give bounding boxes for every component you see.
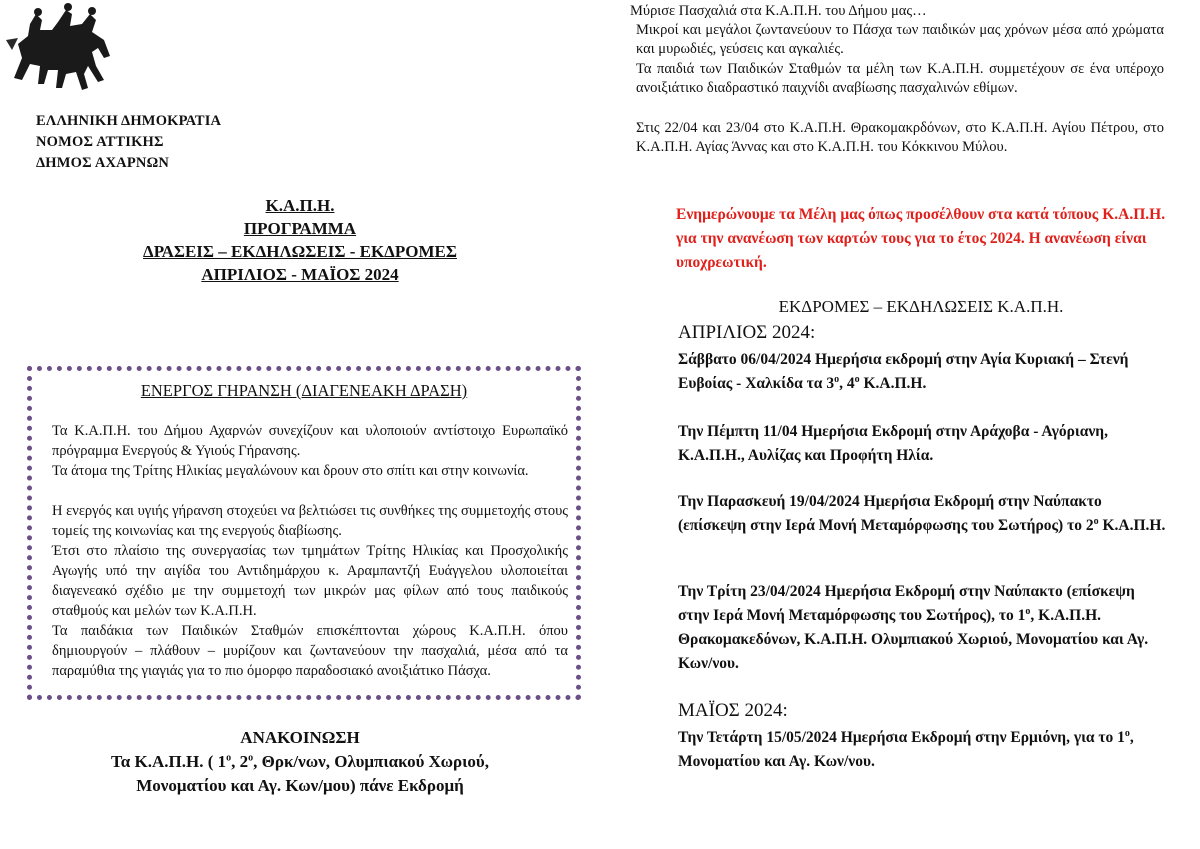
- easter-paragraph-2: Τα παιδιά των Παιδικών Σταθμών τα μέλη των Κ.Α.Π.Η. συμμετέχουν σε ένα υπέροχο ανοιξιάτικο διαδραστικό παιχνίδι αναβίωσης πασχαλινών εθίμων.: [636, 61, 1164, 96]
- active-aging-paragraph-5: Τα παιδάκια των Παιδικών Σταθμών επισκέπτονται χώρους Κ.Α.Π.Η. όπου δημιουργούν – πλάθουν – μυρίζουν και ζωντανεύουν την πασχαλιά, μέσα από τα παραμύθια της γιαγιάς για το πιο όμορφο παραδοσιακό ανοιξιάτικο Πάσχα.: [52, 623, 568, 679]
- trip-item: Την Παρασκευή 19/04/2024 Ημερήσια Εκδρομή στην Ναύπακτο (επίσκεψη στην Ιερά Μονή Μεταμόρφωσης του Σωτήρος) το $2^o$ Κ.Α.Π.Η.: [678, 493, 1166, 534]
- active-aging-paragraph-3: Η ενεργός και υγιής γήρανση στοχεύει να βελτιώσει τις συνθήκες της συμμετοχής στους τομείς της κοινωνίας και της ενεργούς διαβίωσης.: [52, 503, 568, 539]
- excursions-heading: ΕΚΔΡΟΜΕΣ – ΕΚΔΗΛΩΣΕΙΣ Κ.Α.Π.Η.: [778, 297, 1064, 316]
- trip-item: Την Πέμπτη 11/04 Ημερήσια Εκδρομή στην Αράχοβα - Αγόριανη, Κ.Α.Π.Η., Αυλίζας και Προφήτη Ηλία.: [678, 423, 1108, 464]
- trip-item: Την Τετάρτη 15/05/2024 Ημερήσια Εκδρομή στην Ερμιόνη, για το $1^o$, Μονοματίου και Αγ. Κων/νου.: [678, 727, 1134, 770]
- header-prefecture: ΝΟΜΟΣ ΑΤΤΙΚΗΣ: [36, 134, 164, 150]
- announcement-line-2: Μονοματίου και Αγ. Κων/μου) πάνε Εκδρομή: [136, 776, 464, 795]
- title-period: ΑΠΡΙΛΙΟΣ - ΜΑΪΟΣ 2024: [201, 265, 399, 284]
- active-aging-box: [27, 366, 581, 700]
- announcement-heading: ΑΝΑΚΟΙΝΩΣΗ: [240, 728, 360, 747]
- header-country: ΕΛΛΗΝΙΚΗ ΔΗΜΟΚΡΑΤΙΑ: [36, 113, 222, 129]
- trip-item: Σάββατο 06/04/2024 Ημερήσια εκδρομή στην Αγία Κυριακή – Στενή Ευβοίας - Χαλκίδα τα $3^o$, $4^o$ Κ.Α.Π.Η.: [678, 351, 1129, 392]
- active-aging-paragraph-1: Τα Κ.Α.Π.Η. του Δήμου Αχαρνών συνεχίζουν και υλοποιούν αντίστοιχο Ευρωπαϊκό πρόγραμμα Ενεργούς & Υγιούς Γήρανσης.: [52, 423, 568, 459]
- easter-paragraph-3: Στις 22/04 και 23/04 στο Κ.Α.Π.Η. Θρακομακρδόνων, στο Κ.Α.Π.Η. Αγίου Πέτρου, στο Κ.Α.Π.Η. Αγίας Άννας και στο Κ.Α.Π.Η. του Κόκκινου Μύλου.: [636, 120, 1164, 155]
- title-kapi: Κ.Α.Π.Η.: [265, 196, 335, 215]
- easter-paragraph-1: Μικροί και μεγάλοι ζωντανεύουν το Πάσχα των παιδικών μας χρόνων μέσα από χρώματα και μυρωδιές, γεύσεις και αγκαλιές.: [636, 22, 1164, 57]
- active-aging-title: ΕΝΕΡΓΟΣ ΓΗΡΑΝΣΗ (ΔΙΑΓΕΝΕΑΚΗ ΔΡΑΣΗ): [140, 381, 468, 400]
- announcement-line-1: Τα Κ.Α.Π.Η. ( $1^o$, $2^o$, Θρκ/νων, Ολυμπιακού Χωριού,: [111, 752, 489, 771]
- may-heading: ΜΑΪΟΣ 2024:: [678, 700, 788, 721]
- horse-riders-emblem-logo: [0, 0, 120, 92]
- card-renewal-notice: Ενημερώνουμε τα Μέλη μας όπως προσέλθουν στα κατά τόπους Κ.Α.Π.Η. για την ανανέωση των καρτών τους για το έτος 2024. Η ανανέωση είναι υποχρεωτική.: [676, 206, 1166, 271]
- active-aging-paragraph-2: Τα άτομα της Τρίτης Ηλικίας μεγαλώνουν και δρουν στο σπίτι και στην κοινωνία.: [52, 463, 529, 479]
- easter-intro: Μύρισε Πασχαλιά στα Κ.Α.Π.Η. του Δήμου μας…: [630, 3, 927, 19]
- title-program: ΠΡΟΓΡΑΜΜΑ: [243, 219, 357, 238]
- header-municipality: ΔΗΜΟΣ ΑΧΑΡΝΩΝ: [36, 155, 170, 171]
- april-heading: ΑΠΡΙΛΙΟΣ 2024:: [678, 322, 816, 343]
- active-aging-paragraph-4: Έτσι στο πλαίσιο της συνεργασίας των τμημάτων Τρίτης Ηλικίας και Προσχολικής Αγωγής υπό την αιγίδα του Αντιδημάρχου κ. Αραμπαντζή Ευάγγελου υλοποιείται διαγενεακό σχέδιο με την συμμετοχή των μικρών μας φίλων από τους παιδικούς σταθμούς και μελών των Κ.Α.Π.Η.: [52, 543, 568, 619]
- trip-item: Την Τρίτη 23/04/2024 Ημερήσια Εκδρομή στην Ναύπακτο (επίσκεψη στην Ιερά Μονή Μεταμόρφωσης του Σωτήρος), το $1^o$, Κ.Α.Π.Η. Θρακομακεδόνων, Κ.Α.Π.Η. Ολυμπιακού Χωριού, Μονοματίου και Αγ. Κων/νου.: [678, 583, 1149, 672]
- title-activities: ΔΡΑΣΕΙΣ – ΕΚΔΗΛΩΣΕΙΣ - ΕΚΔΡΟΜΕΣ: [143, 242, 457, 261]
